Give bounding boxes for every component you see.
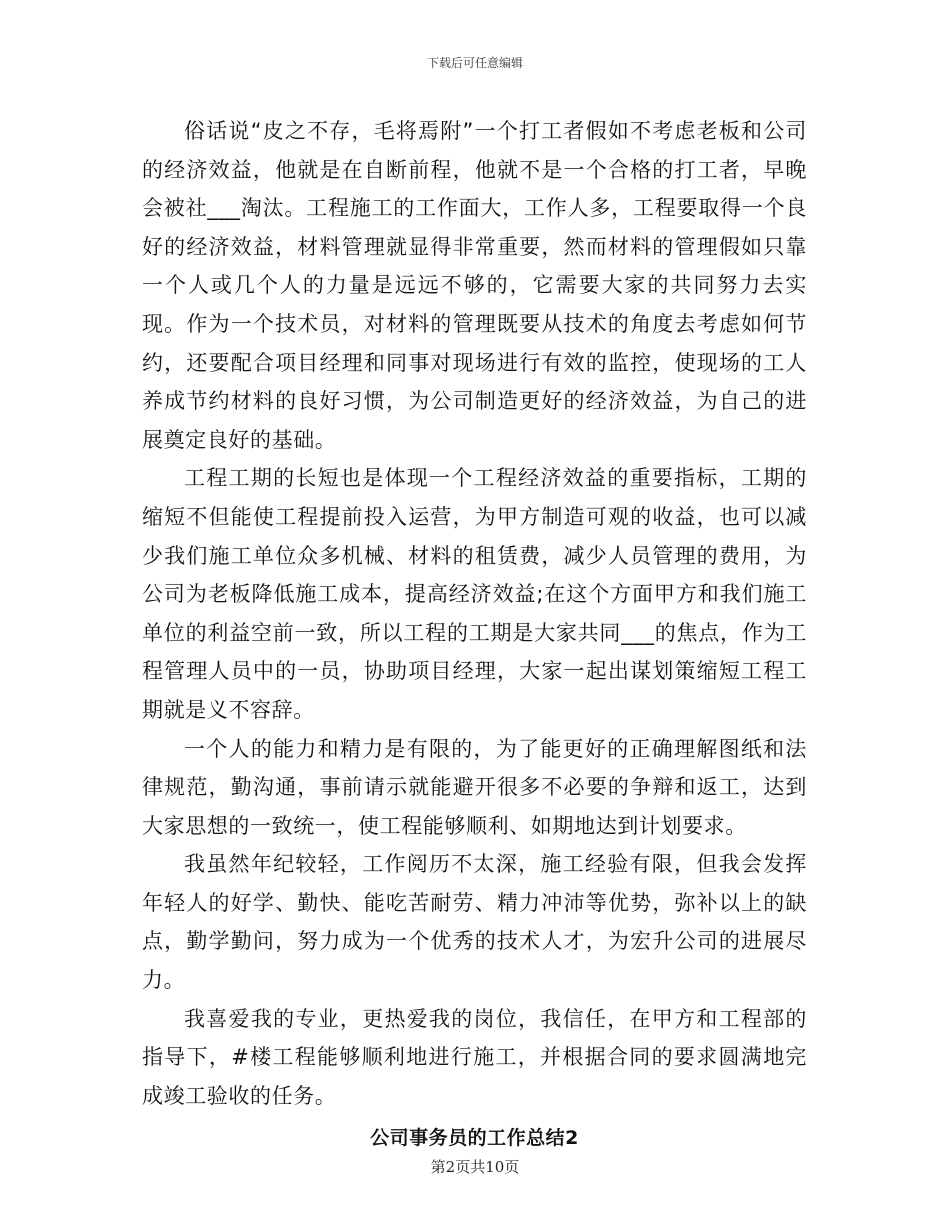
paragraph-1: 俗话说“皮之不存，毛将焉附”一个打工者假如不考虑老板和公司的经济效益，他就是在自断前程，他就不是一个合格的打工者，早晚会被社___淘汰。工程施工的工作面大，工作人多，工程要取得一个良好的经济效益，材料管理就显得非常重要，然而材料的管理假如只靠一个人或几个人的力量是远远不够的，它需要大家的共同努力去实现。作为一个技术员，对材料的管理既要从技术的角度去考虑如何节约，还要配合项目经理和同事对现场进行有效的监控，使现场的工人养成节约材料的良好习惯，为公司制造更好的经济效益，为自己的进展奠定良好的基础。 [142, 119, 807, 452]
paragraph-3: 一个人的能力和精力是有限的，为了能更好的正确理解图纸和法律规范，勤沟通，事前请示就能避开很多不必要的争辩和返工，达到大家思想的一致统一，使工程能够顺利、如期地达到计划要求。 [142, 736, 807, 838]
page-header: 下载后可任意编辑 [426, 56, 523, 70]
paragraph-5: 我喜爱我的专业，更热爱我的岗位，我信任，在甲方和工程部的指导下，#楼工程能够顺利地进行施工，并根据合同的要求圆满地完成竣工验收的任务。 [142, 1006, 807, 1108]
section-title: 公司事务员的工作总结2 [370, 1127, 579, 1150]
document-body [142, 112, 807, 1157]
paragraph-4: 我虽然年纪较轻，工作阅历不太深，施工经验有限，但我会发挥年轻人的好学、勤快、能吃苦耐劳、精力冲沛等优势，弥补以上的缺点，勤学勤问，努力成为一个优秀的技术人才，为宏升公司的进展尽力。 [142, 852, 807, 993]
paragraph-2: 工程工期的长短也是体现一个工程经济效益的重要指标，工期的缩短不但能使工程提前投入运营，为甲方制造可观的收益，也可以减少我们施工单位众多机械、材料的租赁费，减少人员管理的费用，为公司为老板降低施工成本，提高经济效益;在这个方面甲方和我们施工单位的利益空前一致，所以工程的工期是大家共同___的焦点，作为工程管理人员中的一员，协助项目经理，大家一起出谋划策缩短工程工期就是义不容辞。 [142, 466, 807, 722]
page-footer: 第2页共10页 [430, 1158, 520, 1176]
